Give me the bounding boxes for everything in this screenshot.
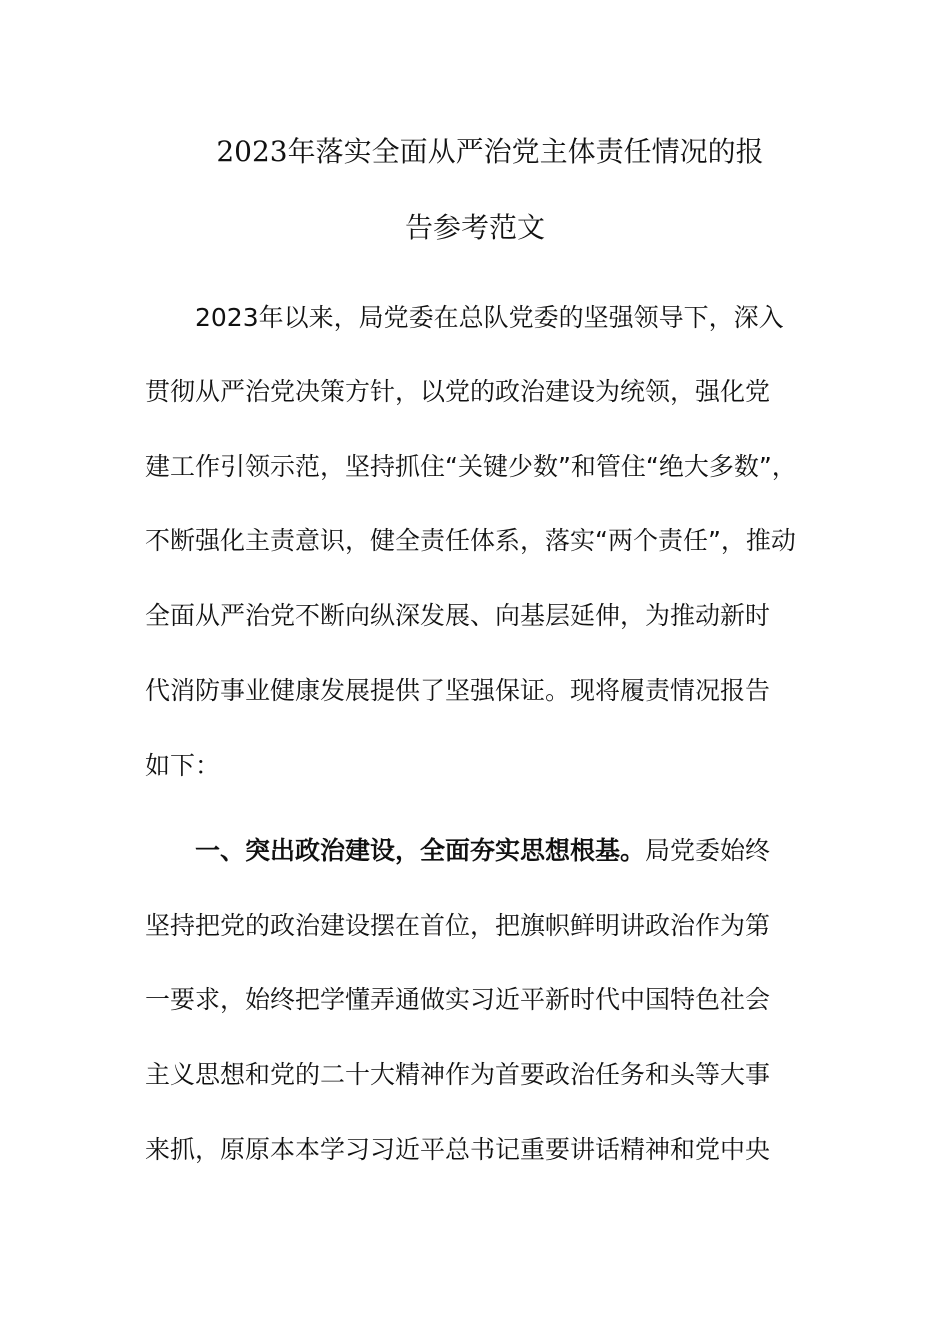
section-1-line-4: 主义思想和党的二十大精神作为首要政治任务和头等大事 [145,1060,771,1089]
section-1-line-3: 一要求，始终把学懂弄通做实习近平新时代中国特色社会 [145,985,771,1014]
section-1-heading: 一、突出政治建设，全面夯实思想根基。 [195,836,646,865]
paragraph-1-line-5: 全面从严治党不断向纵深发展、向基层延伸，为推动新时 [145,601,771,630]
document-title-line-2: 告参考范文 [404,211,545,244]
paragraph-1-line-1: 2023年以来，局党委在总队党委的坚强领导下，深入 [195,303,784,332]
paragraph-1-line-7: 如下： [145,751,221,780]
paragraph-1-line-6: 代消防事业健康发展提供了坚强保证。现将履责情况报告 [145,676,771,705]
section-1-line-2: 坚持把党的政治建设摆在首位，把旗帜鲜明讲政治作为第 [145,911,771,940]
paragraph-1-line-3: 建工作引领示范，坚持抓住“关键少数”和管住“绝大多数”， [145,452,797,481]
paragraph-1-line-2: 贯彻从严治党决策方针，以党的政治建设为统领，强化党 [145,377,771,406]
section-1-line-5: 来抓，原原本本学习习近平总书记重要讲话精神和党中央 [145,1135,771,1164]
section-1-first-line-text: 局党委始终 [645,836,771,865]
document-title-line-1: 2023年落实全面从严治党主体责任情况的报 [216,135,764,168]
paragraph-1-line-4: 不断强化主责意识，健全责任体系，落实“两个责任”，推动 [145,526,796,555]
section-1-first-line [195,833,770,869]
